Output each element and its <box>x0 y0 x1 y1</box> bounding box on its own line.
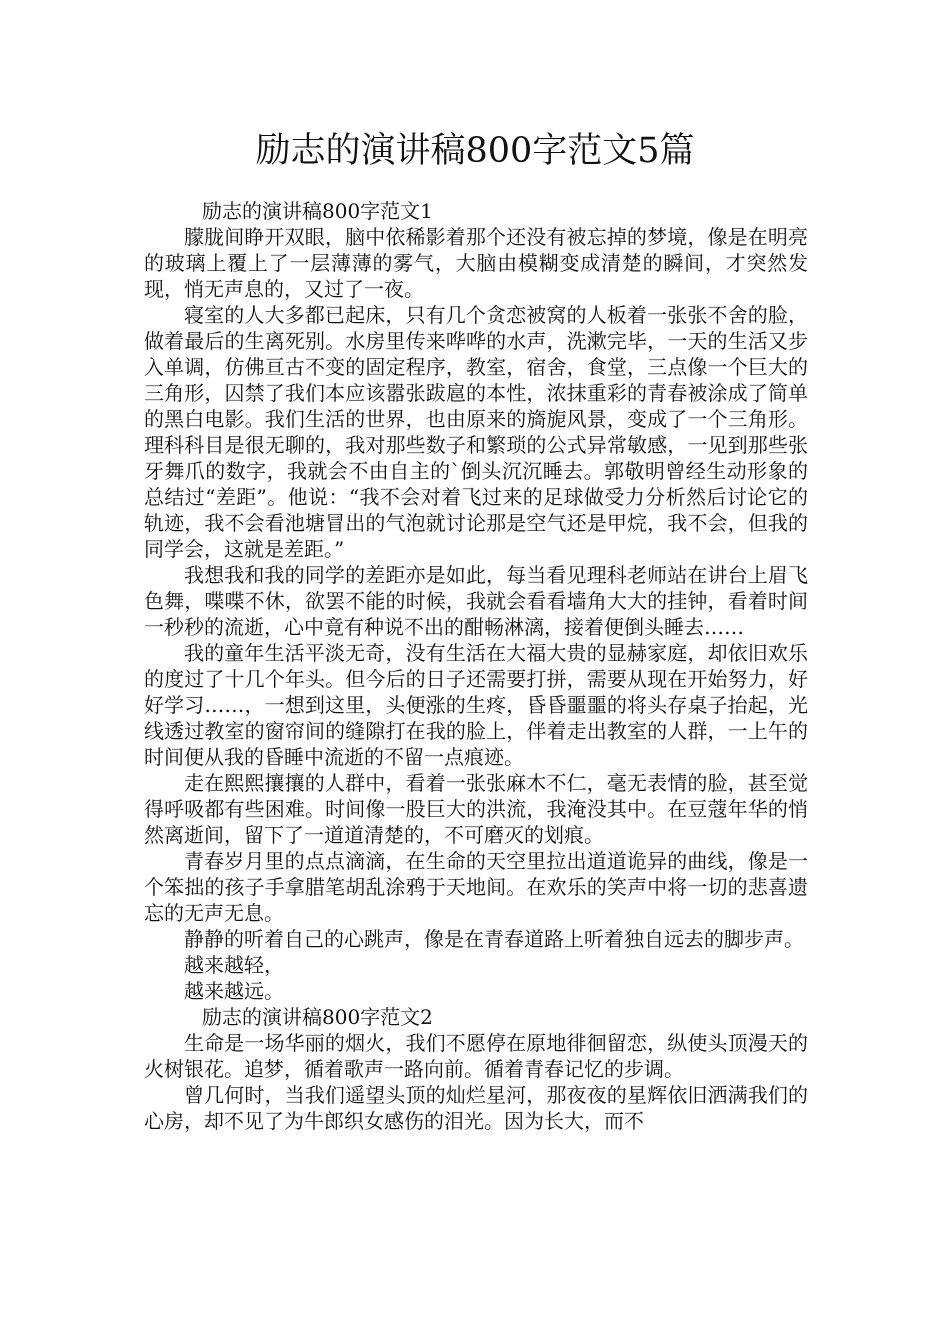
section-heading-2: 励志的演讲稿800字范文2 <box>202 1005 433 1029</box>
paragraph: 寝室的人大多都已起床，只有几个贪恋被窝的人板着一张张不舍的脸，做着最后的生离死别。水房里传来哗哗的水声，洗漱完毕，一天的生活又步入单调，仿佛亘古不变的固定程序，教室，宿舍，食堂，三点像一个巨大的三角形，囚禁了我们本应该嚣张跋扈的本性，浓抹重彩的青春被涂成了简单的黑白电影。我们生活的世界，也由原来的旖旎风景，变成了一个三角形。理科科目是很无聊的，我对那些数子和繁琐的公式异常敏感，一见到那些张牙舞爪的数字，我就会不由自主的`倒头沉沉睡去。郭敬明曾经生动形象的总结过“差距”。他说：“我不会对着飞过来的足球做受力分析然后讨论它的轨迹，我不会看池塘冒出的气泡就讨论那是空气还是甲烷，我不会，但我的同学会，这就是差距。” <box>144 303 808 561</box>
section-heading-1: 励志的演讲稿800字范文1 <box>202 199 433 223</box>
paragraph: 我的童年生活平淡无奇，没有生活在大福大贵的显赫家庭，却依旧欢乐的度过了十几个年头。但今后的日子还需要打拼，需要从现在开始努力，好好学习……，一想到这里，头便涨的生疼，昏昏噩噩的将头存桌子抬起，光线透过教室的窗帘间的缝隙打在我的脸上，伴着走出教室的人群，一上午的时间便从我的昏睡中流逝的不留一点痕迹。 <box>144 641 808 769</box>
document-body <box>144 198 808 1134</box>
paragraph: 走在熙熙攘攘的人群中，看着一张张麻木不仁，毫无表情的脸，甚至觉得呼吸都有些困难。时间像一股巨大的洪流，我淹没其中。在豆蔻年华的悄然离逝间，留下了一道道清楚的，不可磨灭的划痕。 <box>144 771 808 847</box>
paragraph: 越来越轻， <box>184 953 284 977</box>
paragraph: 生命是一场华丽的烟火，我们不愿停在原地徘徊留恋，纵使头顶漫天的火树银花。追梦，循着歌声一路向前。循着青春记忆的步调。 <box>144 1031 808 1081</box>
paragraph: 曾几何时，当我们遥望头顶的灿烂星河，那夜夜的星辉依旧洒满我们的心房，却不见了为牛郎织女感伤的泪光。因为长大，而不 <box>144 1083 808 1133</box>
paragraph: 静静的听着自己的心跳声，像是在青春道路上听着独自远去的脚步声。 <box>184 927 804 951</box>
document-title: 励志的演讲稿800字范文5篇 <box>255 131 695 171</box>
paragraph: 我想我和我的同学的差距亦是如此，每当看见理科老师站在讲台上眉飞色舞，喋喋不休，欲罢不能的时候，我就会看看墙角大大的挂钟，看着时间一秒秒的流逝，心中竟有种说不出的酣畅淋漓，接着便倒头睡去…… <box>144 563 808 639</box>
paragraph: 越来越远。 <box>184 979 284 1003</box>
paragraph: 朦胧间睁开双眼，脑中依稀影着那个还没有被忘掉的梦境，像是在明亮的玻璃上覆上了一层薄薄的雾气，大脑由模糊变成清楚的瞬间，才突然发现，悄无声息的，又过了一夜。 <box>144 225 808 301</box>
paragraph: 青春岁月里的点点滴滴，在生命的天空里拉出道道诡异的曲线，像是一个笨拙的孩子手拿腊笔胡乱涂鸦于天地间。在欢乐的笑声中将一切的悲喜遗忘的无声无息。 <box>144 849 808 925</box>
